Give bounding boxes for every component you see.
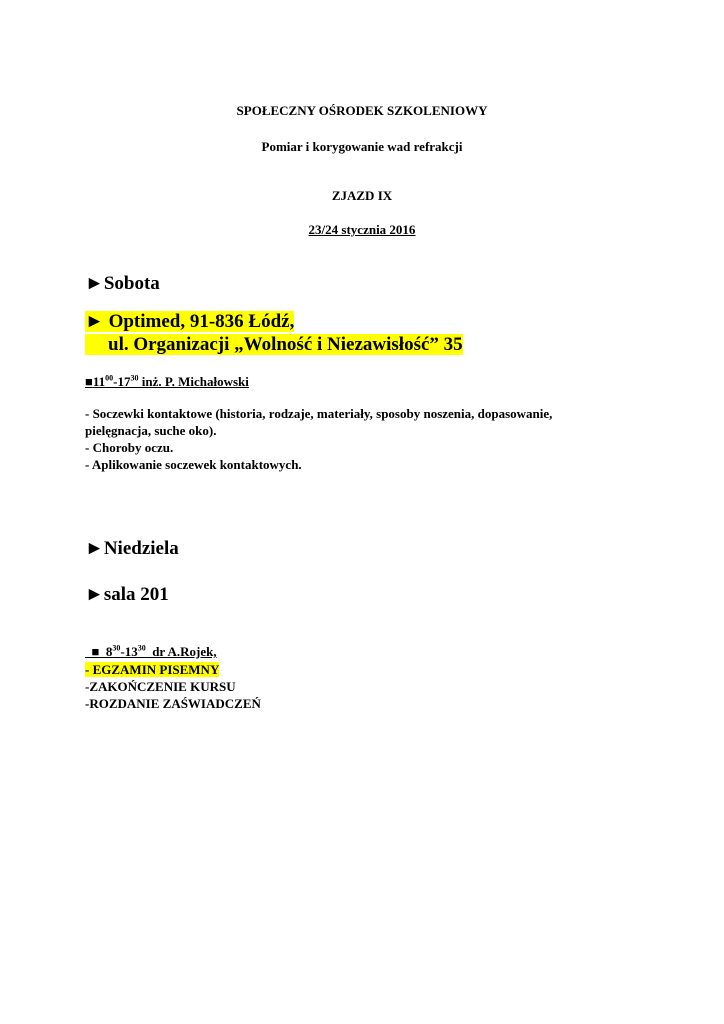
day-label: Niedziela bbox=[103, 538, 179, 559]
topic-line: - Choroby oczu. bbox=[85, 440, 174, 455]
room-label: sala 201 bbox=[103, 584, 169, 605]
time-start-min: 30 bbox=[112, 643, 121, 653]
time-end-hour: 13 bbox=[124, 644, 138, 659]
arrow-right-icon: ► bbox=[85, 584, 104, 605]
time-end-hour: 17 bbox=[117, 374, 131, 389]
lecturer: inż. P. Michałowski bbox=[138, 374, 249, 389]
saturday-heading bbox=[85, 273, 160, 295]
org-title: SPOŁECZNY OŚRODEK SZKOLENIOWY bbox=[236, 103, 488, 118]
topic-line: - Soczewki kontaktowe (historia, rodzaje, materiały, sposoby noszenia, dopasowanie, bbox=[85, 406, 553, 421]
arrow-right-icon: ► bbox=[85, 273, 104, 294]
sunday-item: -ZAKOŃCZENIE KURSU bbox=[85, 679, 236, 694]
lecturer: dr A.Rojek, bbox=[145, 644, 217, 659]
session-date-text: 23/24 stycznia 2016 bbox=[308, 222, 416, 237]
sunday-time bbox=[85, 628, 217, 660]
saturday-time bbox=[85, 374, 249, 390]
sunday-item: -ROZDANIE ZAŚWIADCZEŃ bbox=[85, 696, 261, 711]
course-title: Pomiar i korygowanie wad refrakcji bbox=[261, 139, 463, 154]
square-bullet-icon: ■ bbox=[91, 644, 106, 659]
location-line-1 bbox=[85, 311, 294, 332]
exam-item: - EGZAMIN PISEMNY bbox=[85, 662, 220, 677]
session-title: ZJAZD IX bbox=[331, 188, 393, 203]
arrow-right-icon: ► bbox=[85, 538, 104, 559]
time-end-min: 30 bbox=[137, 643, 146, 653]
location-line-2: ul. Organizacji „Wolność i Niezawisłość” 35 bbox=[85, 334, 463, 355]
time-sep: - bbox=[120, 644, 125, 659]
sunday-heading bbox=[85, 538, 179, 560]
day-label: Sobota bbox=[103, 273, 160, 294]
topic-line: pielęgnacja, suche oko). bbox=[85, 423, 217, 438]
saturday-location bbox=[85, 311, 294, 333]
time-start-min: 00 bbox=[105, 373, 114, 383]
time-end-min: 30 bbox=[130, 373, 139, 383]
time-start-hour: 8 bbox=[105, 644, 113, 659]
square-bullet-icon: ■ bbox=[85, 374, 93, 389]
time-sep: - bbox=[113, 374, 118, 389]
sunday-item bbox=[85, 662, 219, 678]
saturday-location-2 bbox=[85, 334, 463, 356]
arrow-right-icon: ► bbox=[85, 311, 109, 332]
session-date bbox=[0, 222, 724, 238]
time-start-hour: 11 bbox=[92, 374, 106, 389]
location-text-1: Optimed, 91-836 Łódź, bbox=[108, 311, 295, 332]
topic-line: - Aplikowanie soczewek kontaktowych. bbox=[85, 457, 302, 472]
sunday-room bbox=[85, 584, 169, 606]
